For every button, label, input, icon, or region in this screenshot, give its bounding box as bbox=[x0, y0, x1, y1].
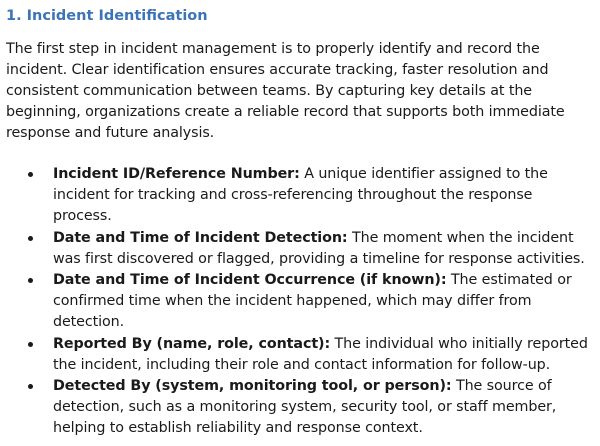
list-item bbox=[6, 164, 594, 227]
intro-paragraph: The first step in incident management is to properly identify and record the incident. Clear identification ensures accurate tracking, faster resolution and consistent communication between teams. By capturing key details at the beginning, organizations create a reliable record that supports both immediate response and future analysis. bbox=[6, 41, 565, 141]
bullet-icon bbox=[28, 384, 33, 389]
item-description: The estimated or confirmed time when the incident happened, which may differ from detection. bbox=[53, 272, 572, 330]
list-item bbox=[6, 228, 594, 270]
item-term: Reported By (name, role, contact): bbox=[53, 335, 331, 352]
item-description: A unique identifier assigned to the incident for tracking and cross-referencing throughout the response process. bbox=[53, 166, 548, 224]
item-term: Incident ID/Reference Number: bbox=[53, 166, 300, 182]
item-description: The moment when the incident was first discovered or flagged, providing a timeline for response activities. bbox=[53, 229, 585, 267]
item-term: Detected By (system, monitoring tool, or person): bbox=[53, 378, 452, 394]
detail-list bbox=[6, 164, 594, 439]
list-item bbox=[6, 334, 594, 376]
item-term: Date and Time of Incident Occurrence (if known): bbox=[53, 272, 447, 288]
bullet-icon bbox=[28, 342, 33, 347]
bullet-icon bbox=[28, 172, 33, 177]
bullet-icon bbox=[28, 278, 33, 283]
item-description: The source of detection, such as a monitoring system, security tool, or staff member, helping to establish reliability and response context. bbox=[53, 378, 557, 436]
bullet-icon bbox=[28, 236, 33, 241]
list-item bbox=[6, 270, 594, 333]
item-description: The individual who initially reported the incident, including their role and contact information for follow-up. bbox=[53, 335, 588, 373]
list-item bbox=[6, 376, 594, 439]
item-term: Date and Time of Incident Detection: bbox=[53, 229, 348, 246]
section-heading: 1. Incident Identification bbox=[6, 8, 208, 24]
